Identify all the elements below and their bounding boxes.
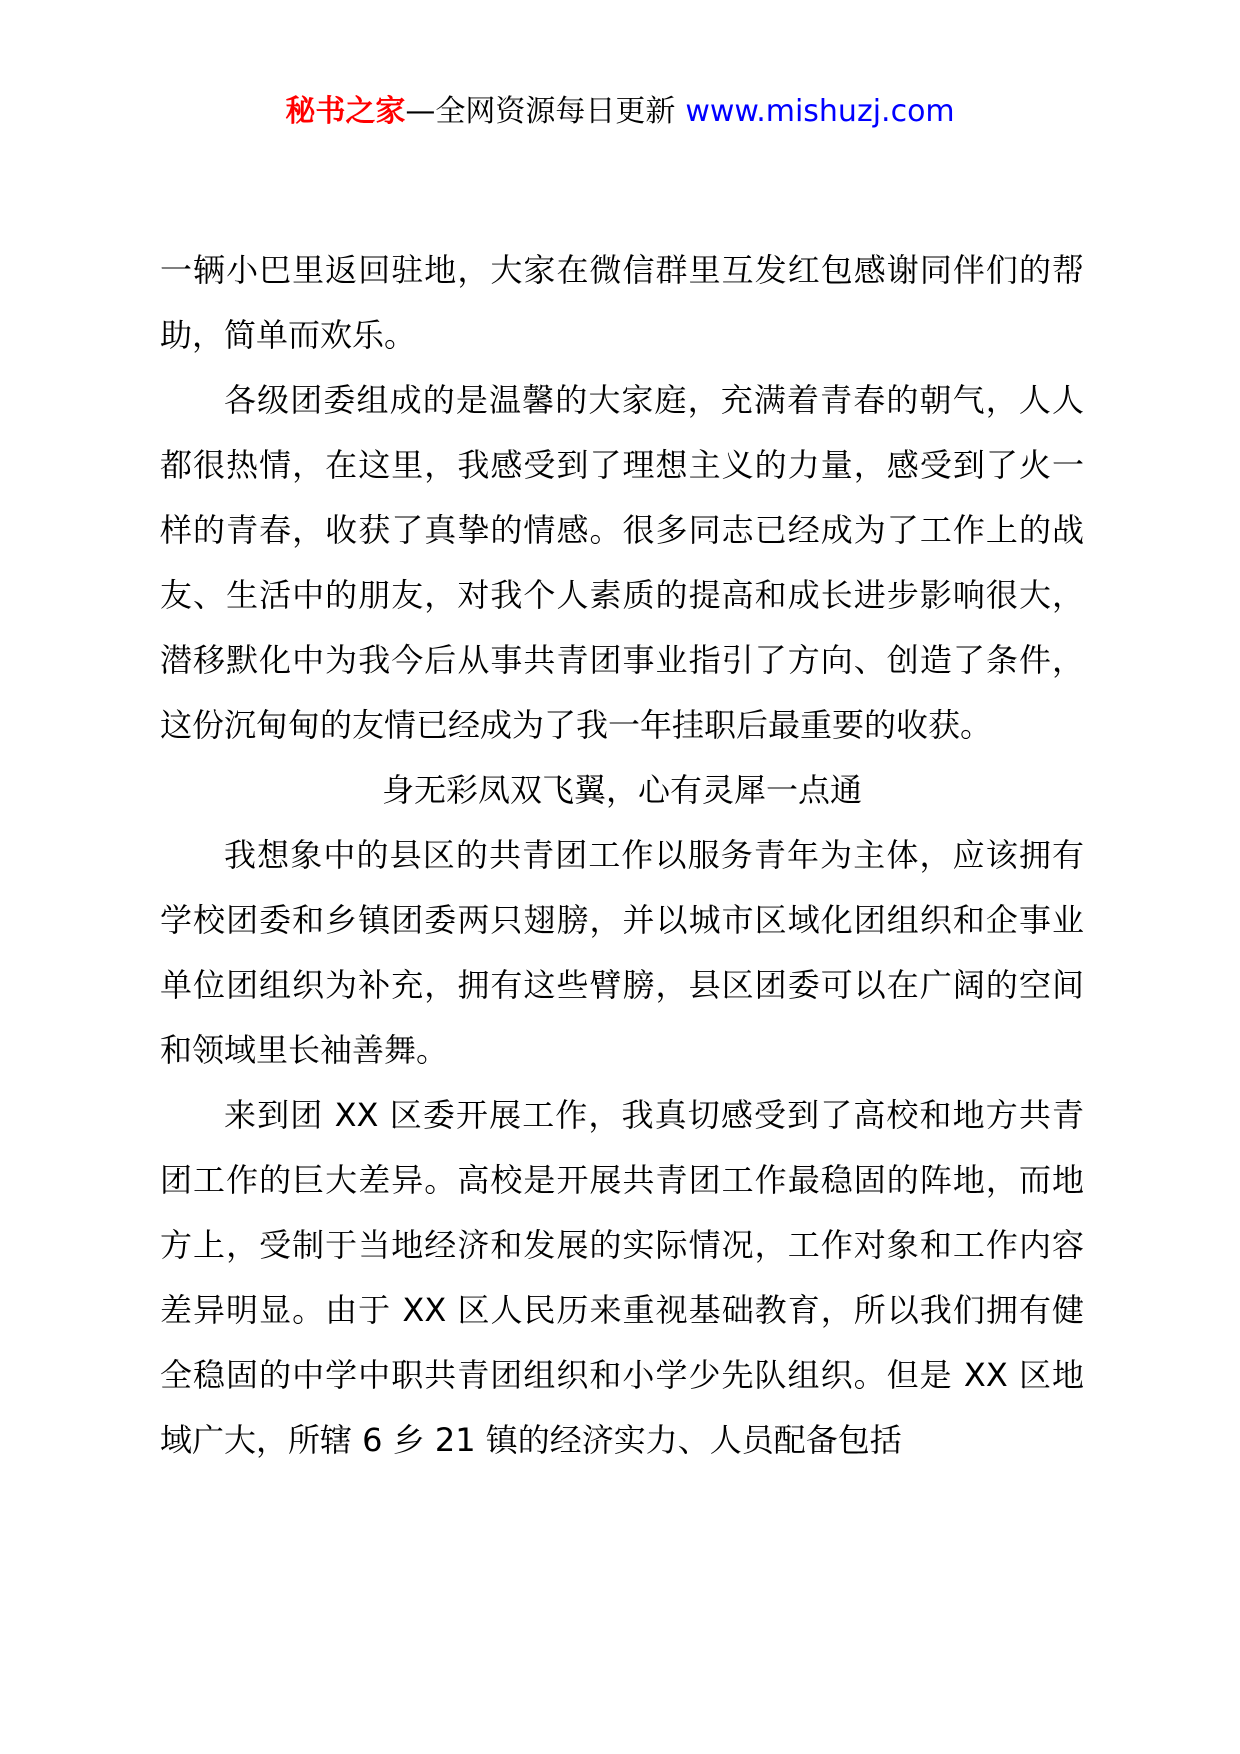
site-brand: 秘书之家 <box>285 94 406 129</box>
document-body <box>160 238 1084 1473</box>
site-url-link[interactable]: www.mishuzj.com <box>685 94 955 129</box>
site-tagline: —全网资源每日更新 <box>405 94 676 129</box>
paragraph: 来到团 XX 区委开展工作，我真切感受到了高校和地方共青团工作的巨大差异。高校是开展共青团工作最稳固的阵地，而地方上，受制于当地经济和发展的实际情况，工作对象和工作内容差异明显。由于 XX 区人民历来重视基础教育，所以我们拥有健全稳固的中学中职共青团组织和小学少先队组织。但是 XX 区地域广大，所辖 6 乡 21 镇的经济实力、人员配备包括 <box>160 1096 1084 1459</box>
site-header <box>0 92 1240 132</box>
paragraph: 我想象中的县区的共青团工作以服务青年为主体，应该拥有学校团委和乡镇团委两只翅膀，并以城市区域化团组织和企事业单位团组织为补充，拥有这些臂膀，县区团委可以在广阔的空间和领域里长袖善舞。 <box>160 836 1084 1069</box>
paragraph-continued: 一辆小巴里返回驻地，大家在微信群里互发红包感谢同伴们的帮助，简单而欢乐。 <box>160 251 1084 354</box>
section-subheading: 身无彩凤双飞翼，心有灵犀一点通 <box>381 771 862 809</box>
paragraph: 各级团委组成的是温馨的大家庭，充满着青春的朝气，人人都很热情，在这里，我感受到了理想主义的力量，感受到了火一样的青春，收获了真挚的情感。很多同志已经成为了工作上的战友、生活中的朋友，对我个人素质的提高和成长进步影响很大，潜移默化中为我今后从事共青团事业指引了方向、创造了条件，这份沉甸甸的友情已经成为了我一年挂职后最重要的收获。 <box>160 381 1084 744</box>
